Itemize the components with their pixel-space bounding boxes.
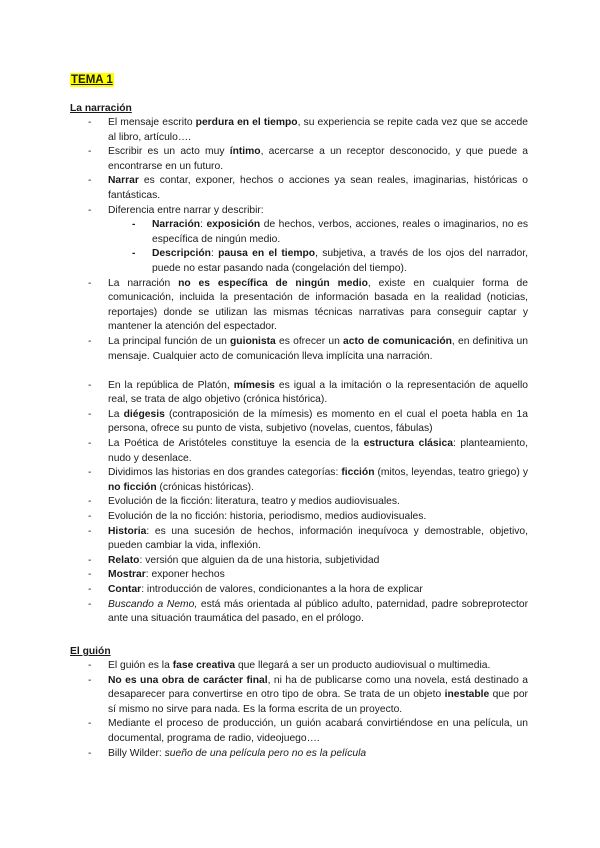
narracion-list <box>88 116 528 627</box>
sub-list-item: - Descripción: pausa en el tiempo, subjetiva, a través de los ojos del narrador, puede no estar pasando nada (congelación del tiempo). <box>132 248 528 274</box>
list-item: - La narración no es específica de ningún medio, existe en cualquier forma de comunicación, incluida la presentación de información basada en la realidad (noticias, reportajes) donde se utilizan las mismas técnicas narrativas para conseguir captar y mantener la atención del espectador. <box>88 277 528 333</box>
document-title: TEMA 1 <box>71 74 113 86</box>
list-item: - Contar: introducción de valores, condicionantes a la hora de explicar <box>88 584 423 595</box>
list-item: - En la república de Platón, mímesis es igual a la imitación o la representación de aquello real, se trata de algo objetivo (crónica histórica). <box>88 379 528 406</box>
list-item: - La principal función de un guionista es ofrecer un acto de comunicación, en definitiva un mensaje. Cualquier acto de comunicación lleva implícita una narración. <box>88 335 528 362</box>
list-item: - Billy Wilder: sueño de una película pero no es la película <box>88 747 367 759</box>
list-item: - Historia: es una sucesión de hechos, información inequívoca y demostrable, objetivo, pueden cambiar la vida, inflexión. <box>88 525 528 552</box>
list-item: - Evolución de la ficción: literatura, teatro y medios audiovisuales. <box>88 496 400 508</box>
list-item: - Dividimos las historias en dos grandes categorías: ficción (mitos, leyendas, teatro griego) y no ficción (crónicas históricas). <box>88 467 528 493</box>
list-item: - Mostrar: exponer hechos <box>88 569 225 581</box>
list-item: - Relato: versión que alguien da de una historia, subjetividad <box>88 554 380 566</box>
list-item: - La diégesis (contraposición de la mímesis) es momento en el cual el poeta habla en 1a persona, ofrece su punto de vista, subjetivo (novelas, cuentos, fábulas) <box>88 408 528 435</box>
list-item: - Diferencia entre narrar y describir: - Narración: exposición de hechos, verbos, acciones, reales o imaginarios, no es específica de ningún medio. - Descripción: pausa en el tiempo, subjetiva, a través de los ojos del narrador, puede no estar pasando nada (congelación del tiempo). <box>88 204 528 277</box>
sub-list-item: - Narración: exposición de hechos, verbos, acciones, reales o imaginarios, no es específica de ningún medio. <box>132 219 528 245</box>
list-item: - No es una obra de carácter final, ni ha de publicarse como una novela, está destinado a desaparecer para convertirse en otro tipo de obra. Se trata de un objeto inestable que por sí mismo no sirve para nada. Es la forma escrita de un proyecto. <box>88 674 529 715</box>
guion-list <box>88 659 528 761</box>
list-item: - La Poética de Aristóteles constituye la esencia de la estructura clásica: planteamiento, nudo y desenlace. <box>88 438 528 464</box>
sub-list <box>108 218 528 276</box>
list-item: - El guión es la fase creativa que llegará a ser un producto audiovisual o multimedia. <box>88 660 491 671</box>
list-item: - Narrar es contar, exponer, hechos o acciones ya sean reales, imaginarias, históricas o fantásticas. <box>88 175 528 201</box>
list-item: - Evolución de la no ficción: historia, periodismo, medios audiovisuales. <box>88 511 427 523</box>
list-item: - El mensaje escrito perdura en el tiempo, su experiencia se repite cada vez que se accede al libro, artículo…. <box>88 117 528 143</box>
section-heading-narracion: La narración <box>70 103 132 114</box>
list-item: - Escribir es un acto muy íntimo, acercarse a un receptor desconocido, y que puede a encontrarse en un futuro. <box>88 146 529 172</box>
blank-line <box>88 364 528 379</box>
section-heading-guion: El guión <box>70 646 111 657</box>
list-item: - Buscando a Nemo, está más orientada al público adulto, paternidad, padre sobreprotector ante una situación traumática del pasado, en el prólogo. <box>88 598 528 625</box>
list-item: - Mediante el proceso de producción, un guión acabará convirtiéndose en una película, un documental, programa de radio, videojuego…. <box>88 718 528 744</box>
